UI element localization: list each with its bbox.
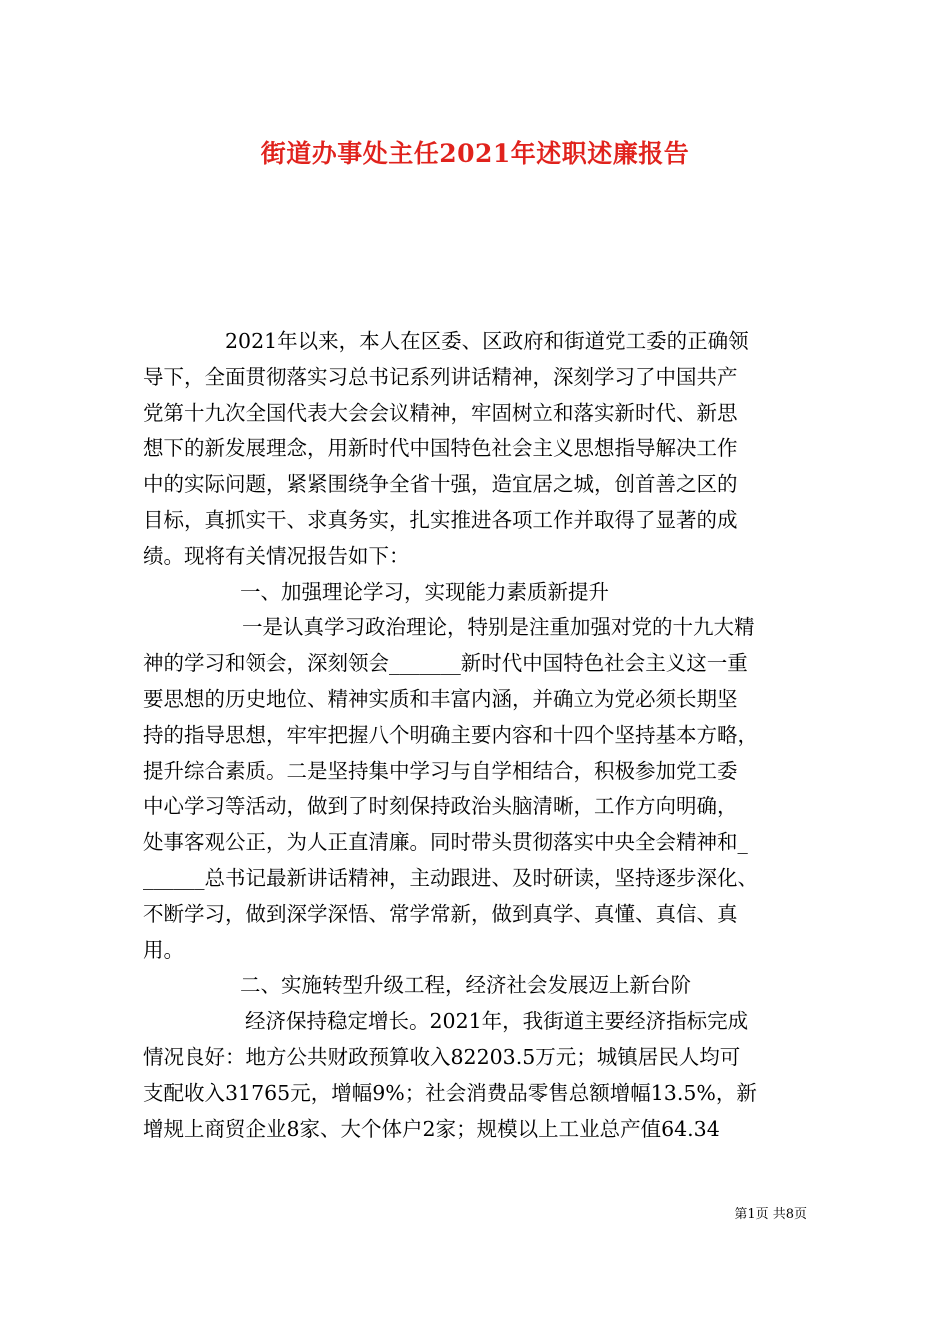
paragraph-line: 目标，真抓实干、求真务实，扎实推进各项工作并取得了显著的成 xyxy=(143,507,738,532)
document-title: 街道办事处主任2021年述职述廉报告 xyxy=(260,139,690,168)
page-number: 第1页 共8页 xyxy=(734,1207,807,1222)
paragraph-line: 想下的新发展理念，用新时代中国特色社会主义思想指导解决工作 xyxy=(143,436,738,461)
paragraph-line: 绩。现将有关情况报告如下： xyxy=(143,543,410,568)
paragraph-line: 党第十九次全国代表大会会议精神，牢固树立和落实新时代、新思 xyxy=(143,400,738,425)
paragraph-line: 持的指导思想，牢牢把握八个明确主要内容和十四个坚持基本方略， xyxy=(143,722,758,747)
paragraph-line: 导下，全面贯彻落实习总书记系列讲话精神，深刻学习了中国共产 xyxy=(143,364,738,389)
paragraph-line: 不断学习，做到深学深悟、常学常新，做到真学、真懂、真信、真 xyxy=(143,901,738,926)
document-body xyxy=(143,324,808,1147)
paragraph-line: 2021年以来，本人在区委、区政府和街道党工委的正确领 xyxy=(225,329,749,353)
paragraph-line: 支配收入31765元，增幅9%；社会消费品零售总额增幅13.5%，新 xyxy=(143,1080,757,1105)
paragraph-line: 经济保持稳定增长。2021年，我街道主要经济指标完成 xyxy=(245,1009,749,1034)
paragraph-line: 中的实际问题，紧紧围绕争全省十强，造宜居之城，创首善之区的 xyxy=(143,472,738,497)
paragraph-line: ______总书记最新讲话精神，主动跟进、及时研读，坚持逐步深化、 xyxy=(143,865,758,890)
paragraph-line: 神的学习和领会，深刻领会_______新时代中国特色社会主义这一重 xyxy=(143,651,748,676)
paragraph-line: 提升综合素质。二是坚持集中学习与自学相结合，积极参加党工委 xyxy=(143,758,738,783)
paragraph-line: 情况良好：地方公共财政预算收入82203.5万元；城镇居民人均可 xyxy=(143,1044,741,1069)
paragraph-line: 中心学习等活动，做到了时刻保持政治头脑清晰，工作方向明确， xyxy=(143,794,738,819)
paragraph-line: 处事客观公正，为人正直清廉。同时带头贯彻落实中央全会精神和_ xyxy=(143,830,748,855)
section-heading: 一、加强理论学习，实现能力素质新提升 xyxy=(240,579,609,604)
paragraph-line: 增规上商贸企业8家、大个体户2家；规模以上工业总产值64.34 xyxy=(143,1116,720,1141)
paragraph-line: 用。 xyxy=(143,937,184,962)
paragraph-line: 一是认真学习政治理论，特别是注重加强对党的十九大精 xyxy=(242,615,755,640)
paragraph-line: 要思想的历史地位、精神实质和丰富内涵，并确立为党必须长期坚 xyxy=(143,686,738,711)
section-heading: 二、实施转型升级工程，经济社会发展迈上新台阶 xyxy=(240,973,691,998)
